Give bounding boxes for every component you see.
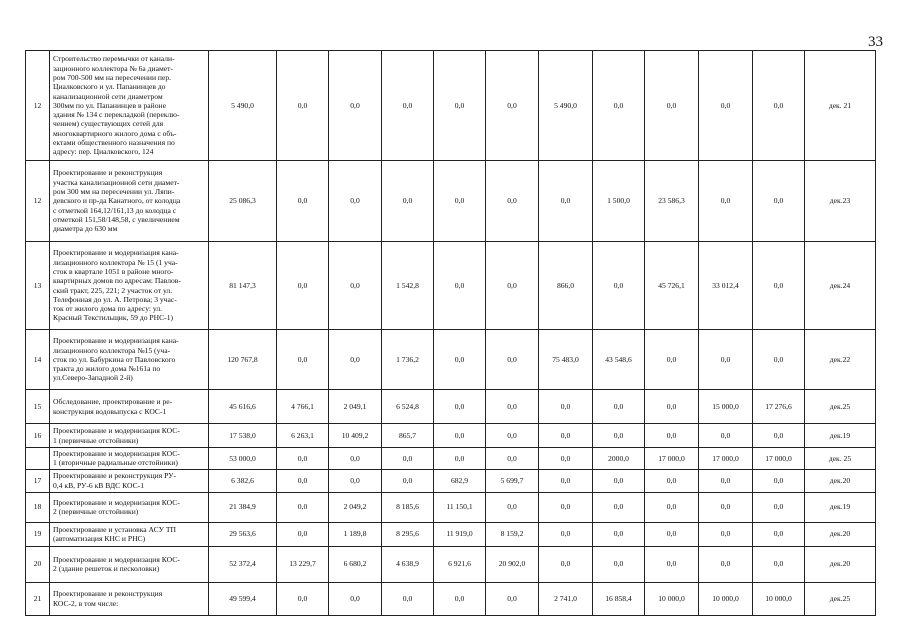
yearly-amount-cell: 0,0 <box>539 546 593 582</box>
table-row <box>26 448 876 470</box>
yearly-amount-cell: 0,0 <box>486 330 539 390</box>
yearly-amount-cell: 0,0 <box>593 546 645 582</box>
yearly-amount-cell: 0,0 <box>277 51 329 161</box>
yearly-amount-cell: 0,0 <box>329 469 382 492</box>
yearly-amount-cell: 0,0 <box>434 582 486 615</box>
yearly-amount-cell: 0,0 <box>645 424 699 448</box>
total-cost-cell: 29 563,6 <box>209 522 277 546</box>
yearly-amount-cell: 23 586,3 <box>645 161 699 242</box>
yearly-amount-cell: 17 000,0 <box>753 448 805 470</box>
yearly-amount-cell: 5 699,7 <box>486 469 539 492</box>
completion-term: дек.22 <box>805 330 876 390</box>
row-number: 18 <box>26 492 50 522</box>
project-description: Строительство перемычки от канали- зационного коллектора № 6а диамет- ром 700-500 мм на пересечении пер. Циалковского и ул. Папанинцев до канализационной сети диаметром 300мм по ул. Папанинцев в районе здания № 134 с перекладкой (переклю- чением) существующих сетей для многоквартирного жилого дома с объ- ектами общественного назначения по адресу: пер. Циалковского, 124 <box>50 51 209 161</box>
yearly-amount-cell: 0,0 <box>753 330 805 390</box>
yearly-amount-cell: 0,0 <box>699 424 753 448</box>
yearly-amount-cell: 0,0 <box>593 469 645 492</box>
yearly-amount-cell: 0,0 <box>593 242 645 330</box>
yearly-amount-cell: 0,0 <box>486 51 539 161</box>
yearly-amount-cell: 2000,0 <box>593 448 645 470</box>
yearly-amount-cell: 8 295,6 <box>382 522 434 546</box>
yearly-amount-cell: 866,0 <box>539 242 593 330</box>
yearly-amount-cell: 0,0 <box>539 469 593 492</box>
yearly-amount-cell: 0,0 <box>699 161 753 242</box>
yearly-amount-cell: 0,0 <box>434 390 486 424</box>
yearly-amount-cell: 0,0 <box>753 51 805 161</box>
yearly-amount-cell: 0,0 <box>645 492 699 522</box>
yearly-amount-cell: 0,0 <box>329 330 382 390</box>
yearly-amount-cell: 0,0 <box>699 492 753 522</box>
completion-term: дек.25 <box>805 582 876 615</box>
yearly-amount-cell: 0,0 <box>753 242 805 330</box>
yearly-amount-cell: 0,0 <box>277 448 329 470</box>
yearly-amount-cell: 0,0 <box>539 448 593 470</box>
yearly-amount-cell: 0,0 <box>382 448 434 470</box>
yearly-amount-cell: 0,0 <box>434 242 486 330</box>
completion-term: дек.24 <box>805 242 876 330</box>
yearly-amount-cell: 0,0 <box>753 469 805 492</box>
yearly-amount-cell: 0,0 <box>382 582 434 615</box>
yearly-amount-cell: 1 542,8 <box>382 242 434 330</box>
yearly-amount-cell: 0,0 <box>539 424 593 448</box>
yearly-amount-cell: 0,0 <box>753 522 805 546</box>
project-description: Обследование, проектирование и ре- конструкция водовыпуска с КОС-1 <box>50 390 209 424</box>
yearly-amount-cell: 0,0 <box>434 424 486 448</box>
total-cost-cell: 53 000,0 <box>209 448 277 470</box>
yearly-amount-cell: 0,0 <box>593 51 645 161</box>
yearly-amount-cell: 11 150,1 <box>434 492 486 522</box>
row-number: 15 <box>26 390 50 424</box>
yearly-amount-cell: 0,0 <box>329 51 382 161</box>
total-cost-cell: 25 086,3 <box>209 161 277 242</box>
yearly-amount-cell: 0,0 <box>382 469 434 492</box>
completion-term: дек. 25 <box>805 448 876 470</box>
yearly-amount-cell: 33 012,4 <box>699 242 753 330</box>
yearly-amount-cell: 0,0 <box>434 51 486 161</box>
total-cost-cell: 81 147,3 <box>209 242 277 330</box>
yearly-amount-cell: 0,0 <box>539 390 593 424</box>
yearly-amount-cell: 0,0 <box>539 492 593 522</box>
yearly-amount-cell: 0,0 <box>645 330 699 390</box>
yearly-amount-cell: 0,0 <box>329 242 382 330</box>
yearly-amount-cell: 0,0 <box>486 161 539 242</box>
project-description: Проектирование и реконструкция КОС-2, в том числе: <box>50 582 209 615</box>
project-description: Проектирование и модернизация КОС- 1 (вторичные радиальные отстойники) <box>50 448 209 470</box>
yearly-amount-cell: 0,0 <box>539 522 593 546</box>
yearly-amount-cell: 0,0 <box>753 161 805 242</box>
row-number: 16 <box>26 424 50 448</box>
investment-program-table <box>25 50 876 616</box>
yearly-amount-cell: 0,0 <box>645 51 699 161</box>
yearly-amount-cell: 17 000,0 <box>645 448 699 470</box>
table-row <box>26 390 876 424</box>
yearly-amount-cell: 0,0 <box>593 492 645 522</box>
total-cost-cell: 45 616,6 <box>209 390 277 424</box>
yearly-amount-cell: 11 919,0 <box>434 522 486 546</box>
yearly-amount-cell: 682,9 <box>434 469 486 492</box>
row-number: 13 <box>26 242 50 330</box>
completion-term: дек. 21 <box>805 51 876 161</box>
yearly-amount-cell: 4 766,1 <box>277 390 329 424</box>
yearly-amount-cell: 0,0 <box>277 242 329 330</box>
yearly-amount-cell: 6 524,8 <box>382 390 434 424</box>
yearly-amount-cell: 75 483,0 <box>539 330 593 390</box>
yearly-amount-cell: 0,0 <box>753 424 805 448</box>
project-description: Проектирование и модернизация КОС- 2 (первичные отстойники) <box>50 492 209 522</box>
completion-term: дек.19 <box>805 424 876 448</box>
table-row <box>26 469 876 492</box>
yearly-amount-cell: 2 049,2 <box>329 492 382 522</box>
yearly-amount-cell: 0,0 <box>277 522 329 546</box>
yearly-amount-cell: 13 229,7 <box>277 546 329 582</box>
yearly-amount-cell: 0,0 <box>277 330 329 390</box>
row-number: 20 <box>26 546 50 582</box>
yearly-amount-cell: 0,0 <box>699 330 753 390</box>
yearly-amount-cell: 0,0 <box>645 522 699 546</box>
yearly-amount-cell: 10 000,0 <box>699 582 753 615</box>
completion-term: дек.25 <box>805 390 876 424</box>
yearly-amount-cell: 1 500,0 <box>593 161 645 242</box>
yearly-amount-cell: 5 490,0 <box>539 51 593 161</box>
yearly-amount-cell: 1 736,2 <box>382 330 434 390</box>
yearly-amount-cell: 0,0 <box>753 492 805 522</box>
yearly-amount-cell: 17 000,0 <box>699 448 753 470</box>
table-row <box>26 51 876 161</box>
row-number <box>26 448 50 470</box>
yearly-amount-cell: 0,0 <box>539 161 593 242</box>
completion-term: дек.20 <box>805 546 876 582</box>
yearly-amount-cell: 2 049,1 <box>329 390 382 424</box>
table-row <box>26 161 876 242</box>
yearly-amount-cell: 15 000,0 <box>699 390 753 424</box>
yearly-amount-cell: 6 263,1 <box>277 424 329 448</box>
yearly-amount-cell: 0,0 <box>382 161 434 242</box>
project-description: Проектирование и модернизация кана- лизационного коллектора № 15 (1 уча- сток в квартале 1051 в районе много- квартирных домов по адресам: Павлов- ский тракт, 225, 221; 2 участок от ул. Телефонная до ул. А. Петрова; 3 учас- ток от жилого дома по адресу: ул. Красный Текстильщик, 59 до РНС-1) <box>50 242 209 330</box>
page-number: 33 <box>868 34 883 50</box>
project-description: Проектирование и модернизация КОС- 1 (первичные отстойники) <box>50 424 209 448</box>
yearly-amount-cell: 0,0 <box>277 492 329 522</box>
yearly-amount-cell: 0,0 <box>645 469 699 492</box>
yearly-amount-cell: 10 000,0 <box>753 582 805 615</box>
project-description: Проектирование и установка АСУ ТП (автоматизация КНС и РНС) <box>50 522 209 546</box>
row-number: 12 <box>26 161 50 242</box>
project-description: Проектирование и реконструкция участка канализационной сети диамет- ром 300 мм на пересечении ул. Ляпи- девского и пр-да Канатного, от колодца с отметкой 164,12/161,13 до колодца с отметкой 151,58/148,58, с увеличением диаметра до 630 мм <box>50 161 209 242</box>
table-row <box>26 242 876 330</box>
yearly-amount-cell: 45 726,1 <box>645 242 699 330</box>
yearly-amount-cell: 0,0 <box>593 424 645 448</box>
total-cost-cell: 49 599,4 <box>209 582 277 615</box>
table-row <box>26 424 876 448</box>
yearly-amount-cell: 0,0 <box>434 448 486 470</box>
completion-term: дек.23 <box>805 161 876 242</box>
yearly-amount-cell: 17 276,6 <box>753 390 805 424</box>
yearly-amount-cell: 0,0 <box>593 390 645 424</box>
yearly-amount-cell: 0,0 <box>382 51 434 161</box>
total-cost-cell: 52 372,4 <box>209 546 277 582</box>
yearly-amount-cell: 1 189,8 <box>329 522 382 546</box>
yearly-amount-cell: 0,0 <box>486 492 539 522</box>
table-row <box>26 330 876 390</box>
yearly-amount-cell: 0,0 <box>699 546 753 582</box>
row-number: 17 <box>26 469 50 492</box>
row-number: 19 <box>26 522 50 546</box>
table-row <box>26 522 876 546</box>
yearly-amount-cell: 43 548,6 <box>593 330 645 390</box>
row-number: 12 <box>26 51 50 161</box>
yearly-amount-cell: 4 638,9 <box>382 546 434 582</box>
yearly-amount-cell: 0,0 <box>277 582 329 615</box>
yearly-amount-cell: 8 185,6 <box>382 492 434 522</box>
yearly-amount-cell: 0,0 <box>699 469 753 492</box>
yearly-amount-cell: 8 159,2 <box>486 522 539 546</box>
yearly-amount-cell: 10 409,2 <box>329 424 382 448</box>
yearly-amount-cell: 6 921,6 <box>434 546 486 582</box>
total-cost-cell: 17 538,0 <box>209 424 277 448</box>
project-description: Проектирование и модернизация кана- лизационного коллектора №15 (уча- сток по ул. Бабуркина от Павловского тракта до жилого дома №161а по ул.Северо-Западной 2-й) <box>50 330 209 390</box>
yearly-amount-cell: 0,0 <box>329 161 382 242</box>
yearly-amount-cell: 2 741,0 <box>539 582 593 615</box>
yearly-amount-cell: 0,0 <box>277 469 329 492</box>
yearly-amount-cell: 0,0 <box>645 390 699 424</box>
completion-term: дек.20 <box>805 469 876 492</box>
yearly-amount-cell: 0,0 <box>329 448 382 470</box>
completion-term: дек.20 <box>805 522 876 546</box>
total-cost-cell: 5 490,0 <box>209 51 277 161</box>
total-cost-cell: 6 382,6 <box>209 469 277 492</box>
yearly-amount-cell: 0,0 <box>645 546 699 582</box>
yearly-amount-cell: 10 000,0 <box>645 582 699 615</box>
row-number: 21 <box>26 582 50 615</box>
yearly-amount-cell: 0,0 <box>434 330 486 390</box>
project-description: Проектирование и модернизация КОС- 2 (здание решеток и песколовки) <box>50 546 209 582</box>
yearly-amount-cell: 6 680,2 <box>329 546 382 582</box>
total-cost-cell: 120 767,8 <box>209 330 277 390</box>
table-row <box>26 546 876 582</box>
yearly-amount-cell: 0,0 <box>593 522 645 546</box>
yearly-amount-cell: 0,0 <box>699 522 753 546</box>
yearly-amount-cell: 0,0 <box>486 448 539 470</box>
table-row <box>26 582 876 615</box>
total-cost-cell: 21 384,9 <box>209 492 277 522</box>
yearly-amount-cell: 0,0 <box>753 546 805 582</box>
yearly-amount-cell: 0,0 <box>699 51 753 161</box>
yearly-amount-cell: 0,0 <box>486 390 539 424</box>
yearly-amount-cell: 0,0 <box>277 161 329 242</box>
yearly-amount-cell: 0,0 <box>434 161 486 242</box>
yearly-amount-cell: 0,0 <box>486 582 539 615</box>
table-row <box>26 492 876 522</box>
yearly-amount-cell: 865,7 <box>382 424 434 448</box>
yearly-amount-cell: 0,0 <box>486 424 539 448</box>
row-number: 14 <box>26 330 50 390</box>
project-description: Проектирование и реконструкция РУ- 0,4 кВ, РУ-6 кВ ВДС КОС-1 <box>50 469 209 492</box>
yearly-amount-cell: 0,0 <box>486 242 539 330</box>
completion-term: дек.19 <box>805 492 876 522</box>
yearly-amount-cell: 16 858,4 <box>593 582 645 615</box>
yearly-amount-cell: 0,0 <box>329 582 382 615</box>
yearly-amount-cell: 20 902,0 <box>486 546 539 582</box>
